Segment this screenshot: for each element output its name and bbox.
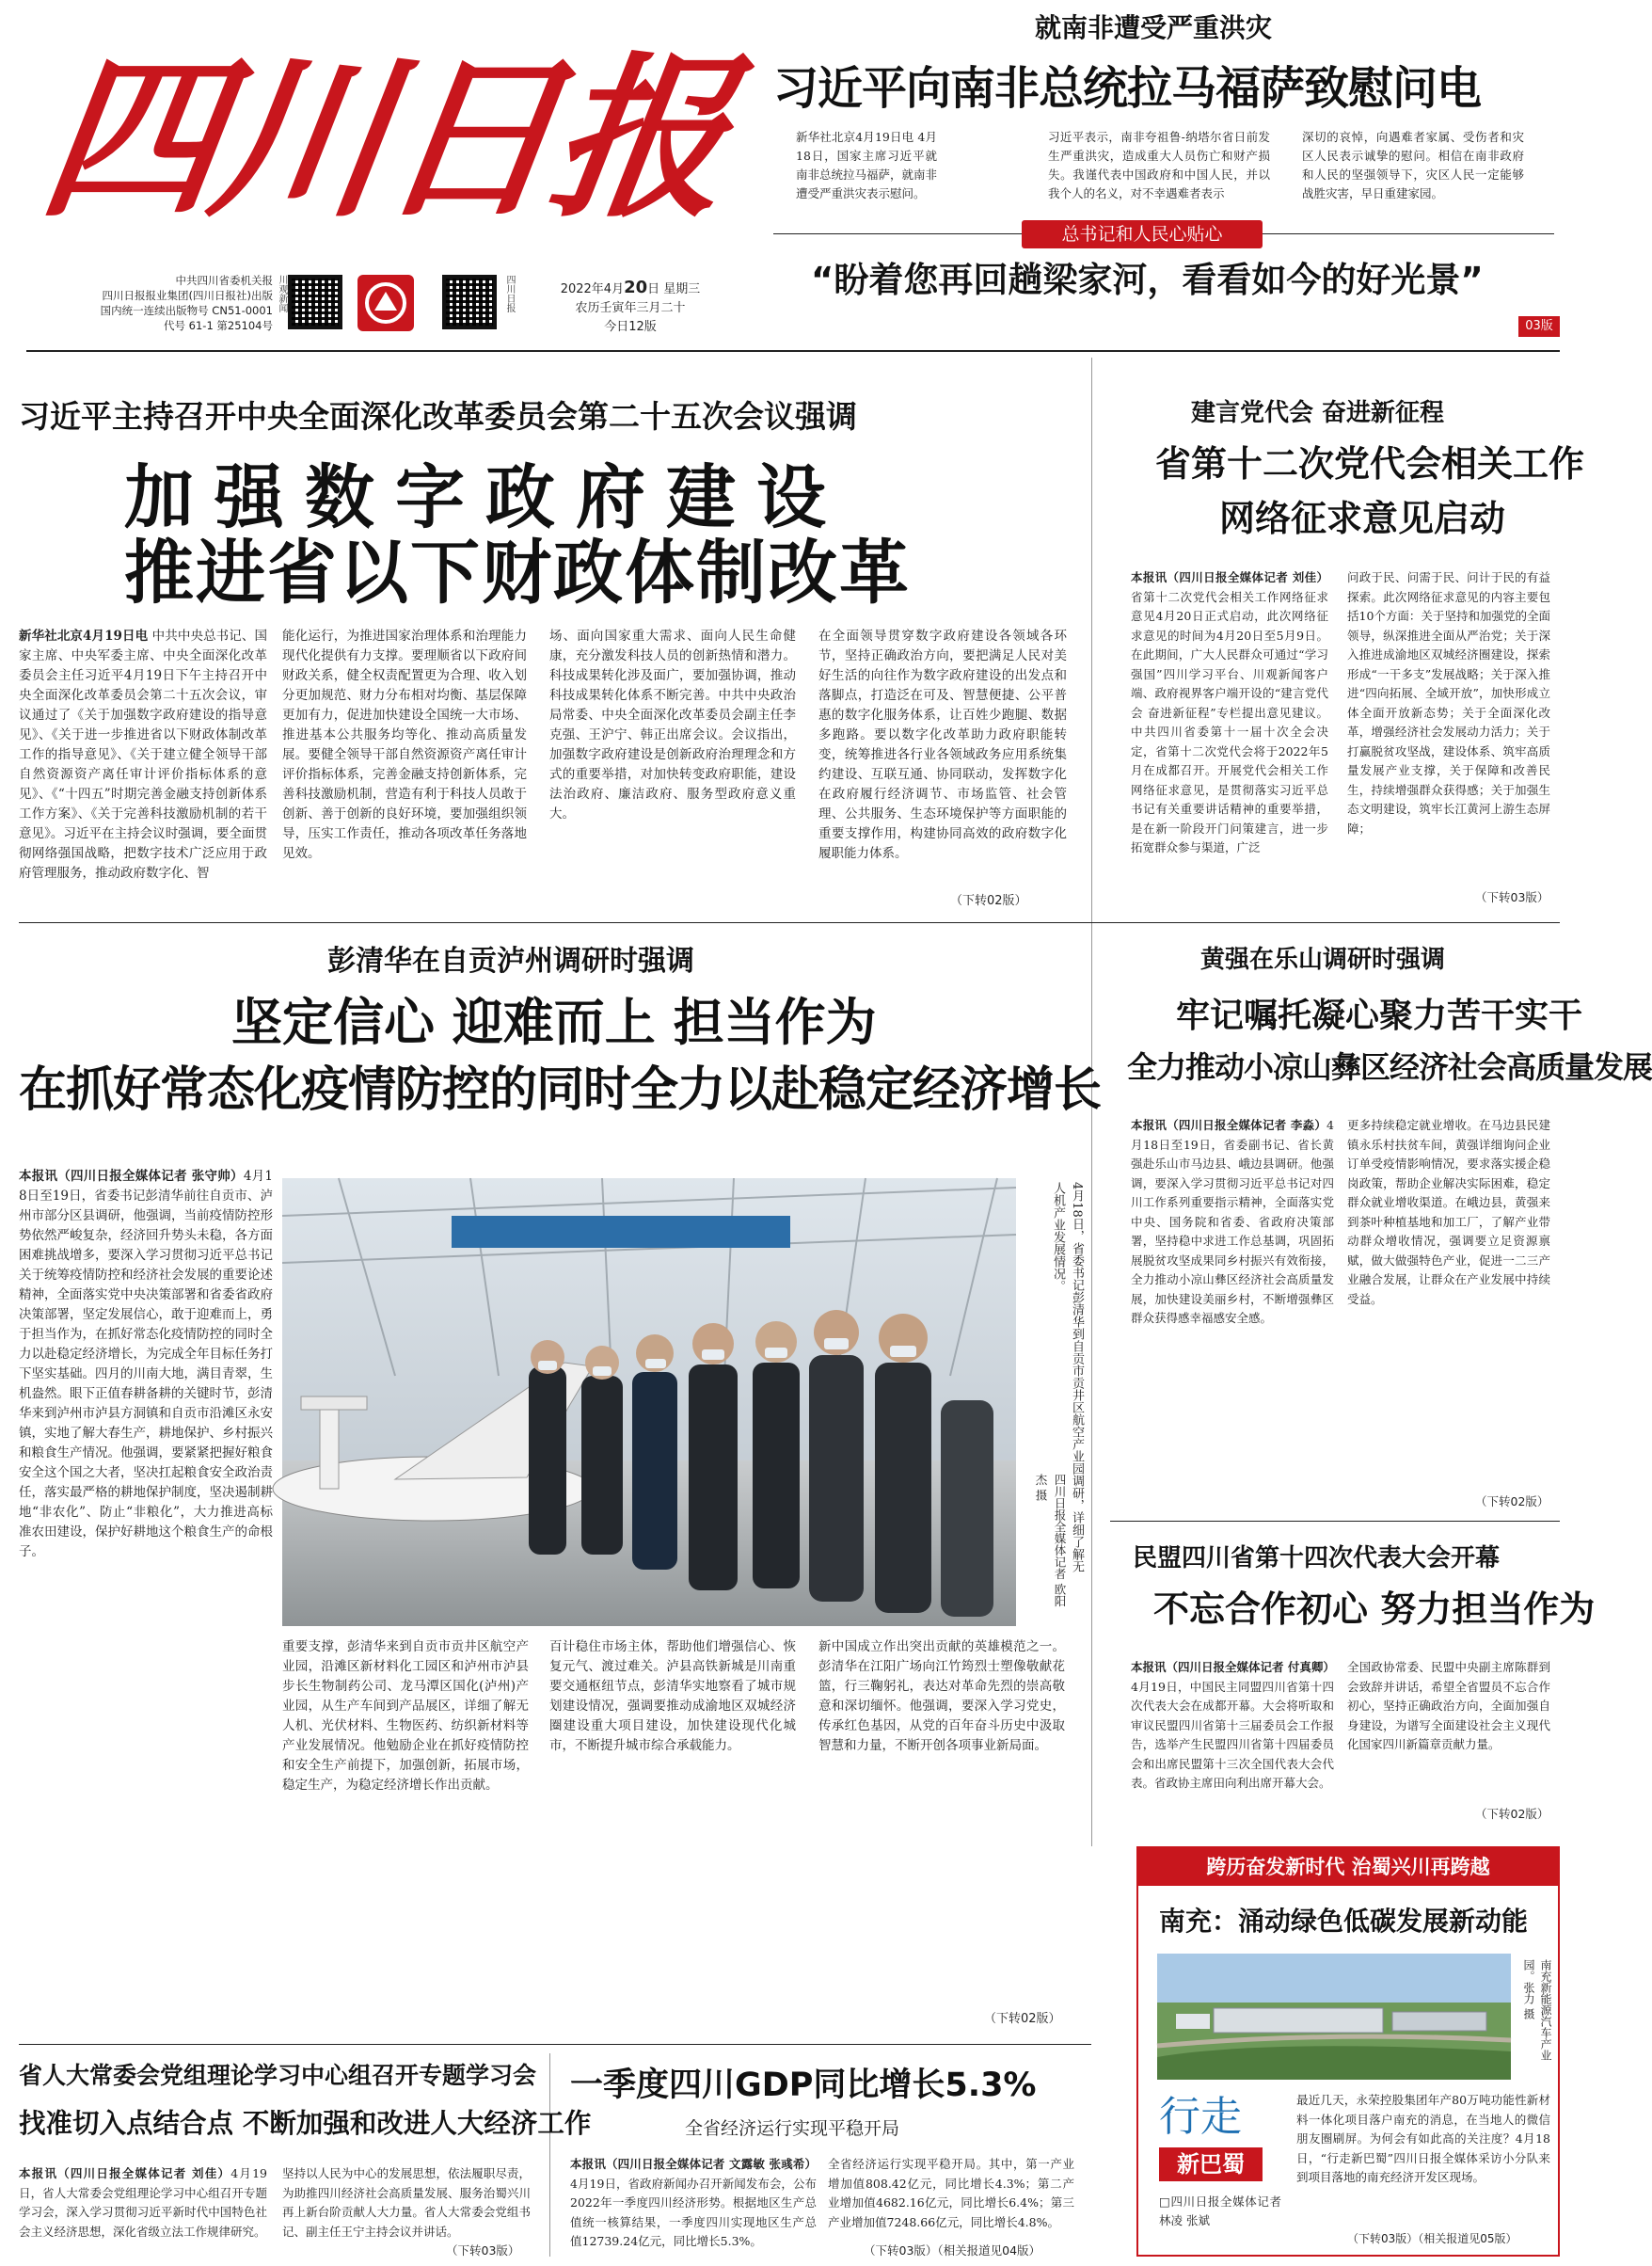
bottom-left-continued: （下转03版） bbox=[446, 2243, 520, 2258]
lead-continued: （下转02版） bbox=[950, 894, 1027, 908]
bottom-mid-col2: 全省经济运行实现平稳开局。其中，第一产业增加值808.42亿元，同比增长4.3%；第二产业增加值4682.16亿元，同比增长6.4%；第三产业增加值7248.66亿元，同比增长4.8%。 bbox=[828, 2157, 1074, 2229]
industrial-park-photo-icon bbox=[1157, 1954, 1511, 2080]
bottom-left-col1: 本报讯（四川日报全媒体记者 刘佳）4月19日，省人大常委会党组理论学习中心组召开专题学习会，深入学习贯彻习近平新时代中国特色社会主义经济思想，深化省级立法工作规律研究。 bbox=[19, 2166, 267, 2239]
issue-date: 2022年4月20日 星期三 农历壬寅年三月二十 今日12版 bbox=[560, 278, 701, 334]
bottom-left-headline: 找准切入点结合点 不断加强和改进人大经济工作 bbox=[19, 2108, 592, 2139]
rule bbox=[19, 2044, 1091, 2045]
rule bbox=[19, 922, 1560, 923]
qr-code-icon bbox=[288, 275, 342, 329]
photo-caption: 4月18日，省委书记彭清华到自贡市贡井区航空产业园调研，详细了解无人机产业发展情况。 bbox=[1051, 1182, 1084, 1572]
feature-brand-box bbox=[1159, 2147, 1263, 2181]
right3-kicker: 民盟四川省第十四次代表大会开幕 bbox=[1133, 1544, 1501, 1572]
feature-text: 最近几天，永荣控股集团年产80万吨功能性新材料一体化项目落户南充的消息，在当地人的微信朋友圈刷屏。为何会有如此高的关注度？4月18日，“行走新巴蜀”四川日报全媒体采访小分队来到项目落地的南充经济开发区现场。 bbox=[1296, 2093, 1550, 2184]
bottom-mid-continued: （下转03版）（相关报道见04版） bbox=[864, 2243, 1041, 2258]
right3-col2: 全国政协常委、民盟中央副主席陈群到会致辞并讲话，希望全省盟员不忘合作初心，坚持正确政治方向，全面加强自身建设，为谱写全面建设社会主义现代化国家四川新篇章贡献力量。 bbox=[1347, 1660, 1550, 1751]
page-tag: 03版 bbox=[1518, 316, 1560, 337]
bottom-mid-subhead: 全省经济运行实现平稳开局 bbox=[685, 2118, 900, 2139]
top-story-headline: 习近平向南非总统拉马福萨致慰问电 bbox=[773, 62, 1482, 115]
qr-label: 川观新闻 bbox=[277, 275, 287, 312]
top-story-col2: 习近平表示，南非夸祖鲁-纳塔尔省日前发生严重洪灾，造成重大人员伤亡和财产损失。我谨代表中国政府和中国人民，并以我个人的名义，对不幸遇难者表示 bbox=[1048, 130, 1270, 200]
right2-col2: 更多持续稳定就业增收。在马边县民建镇永乐村扶贫车间，黄强详细询问企业订单受疫情影响情况，要求落实援企稳岗政策，帮助企业解决实际困难，稳定群众就业增收渠道。在峨边县，黄强来到茶叶种植基地和加工厂，了解产业带动群众增收情况，强调要立足资源禀赋，做大做强特色产业，促进一二三产业融合发展，让群众在产业发展中持续受益。 bbox=[1347, 1118, 1550, 1306]
publisher-info: 中共四川省委机关报 四川日报报业集团(四川日报社)出版 国内统一连续出版物号 CN51-0001 代号 61-1 第25104号 bbox=[100, 274, 273, 332]
right3-col1: 本报讯（四川日报全媒体记者 付真卿）4月19日，中国民主同盟四川省第十四次代表大会在成都开幕。大会将听取和审议民盟四川省第十三届委员会工作报告，选举产生民盟四川省第十四届委员会和出席民盟第十三次全国代表大会代表。省政协主席田向利出席开幕大会。 bbox=[1131, 1660, 1335, 1790]
right1-continued: （下转03版） bbox=[1475, 890, 1549, 904]
middle-headline-2: 在抓好常态化疫情防控的同时全力以赴稳定经济增长 bbox=[19, 1062, 1102, 1118]
right2-col1: 本报讯（四川日报全媒体记者 李淼）4月18日至19日，省委副书记、省长黄强赴乐山市马边县、峨边县调研。他强调，要深入学习贯彻习近平总书记对四川工作系列重要指示精神，全面落实党中央、国务院和省委、省政府决策部署，坚持稳中求进工作总基调，巩固拓展脱贫攻坚成果同乡村振兴有效衔接，全力推动小凉山彝区经济社会高质量发展，加快建设美丽乡村，不断增强彝区群众获得感幸福感安全感。 bbox=[1131, 1118, 1334, 1325]
top-story-col3: 深切的哀悼，向遇难者家属、受伤者和灾区人民表示诚挚的慰问。相信在南非政府和人民的坚强领导下，灾区人民一定能够战胜灾害，早日重建家园。 bbox=[1302, 130, 1524, 200]
photo-credit: 四川日报全媒体记者 欧阳杰 摄 bbox=[1034, 1474, 1067, 1607]
feature-caption: 南充新能源汽车产业园。张力 摄 bbox=[1522, 1959, 1552, 2061]
masthead bbox=[0, 0, 753, 350]
feature-headline: 南充：涌动绿色低碳发展新动能 bbox=[1159, 1906, 1529, 1937]
right1-kicker: 建言党代会 奋进新征程 bbox=[1191, 399, 1445, 427]
middle-col1: 本报讯（四川日报全媒体记者 张守帅）4月18日至19日，省委书记彭清华前往自贡市、泸州市部分区县调研，他强调，当前疫情防控形势依然严峻复杂，经济回升势头未稳，各方面困难挑战增多，要深入学习贯彻习近平总书记关于统筹疫情防控和经济社会发展的重要论述精神，全面落实党中央决策部署和省委省政府决策部署，坚定发展信心，敢于迎难而上，勇于担当作为，在抓好常态化疫情防控的同时全力以赴稳定经济增长，为完成全年目标任务打下坚实基础。四月的川南大地，满目青翠，生机盎然。眼下正值春耕备耕的关键时节，彭清华来到泸州市泸县方洞镇和自贡市沿滩区永安镇，实地了解大春生产，耕地保护、乡村振兴和粮食生产情况。他强调，要紧紧把握好粮食安全这个国之大者，坚决扛起粮食安全政治责任，落实最严格的耕地保护制度，坚决遏制耕地“非农化”、防止“非粮化”，大力推进高标准农田建设，保护好耕地这个粮食生产的命根子。 bbox=[19, 1169, 274, 1559]
right1-col1: 本报讯（四川日报全媒体记者 刘佳）省第十二次党代会相关工作网络征求意见4月20日正式启动，此次网络征求意见的时间为4月20日至5月9日。在此期间，广大人民群众可通过“学习强国”四川学习平台、川观新闻客户端、政府视界客户端开设的“建言党代会 奋进新征程”专栏提出意见建议。中共四川省委第十一届十次全会决定，省第十二次党代会将于2022年5月在成都召开。开展党代会相关工作网络征求意见，是贯彻落实习近平总书记有关重要讲话精神的重要举措，是在新一阶段开门问策建言，进一步拓宽群众参与渠道，广泛 bbox=[1131, 570, 1328, 854]
middle-kicker: 彭清华在自贡泸州调研时强调 bbox=[327, 945, 694, 978]
feature-box bbox=[1136, 1846, 1560, 2257]
lead-kicker: 习近平主持召开中央全面深化改革委员会第二十五次会议强调 bbox=[19, 398, 857, 435]
right1-col2: 问政于民、问需于民、问计于民的有益探索。此次网络征求意见的内容主要包括10个方面：关于坚持和加强党的全面领导，纵深推进全面从严治党；关于深入推进成渝地区双城经济圈建设，探索形成“一干多支”发展战略；关于深入推进“四向拓展、全域开放”，加快形成立体全面开放新态势；关于全面深化改革，增强经济社会发展动力活力；关于打赢脱贫攻坚战，建设体系、筑牢高质量发展产业支撑，关于保障和改善民生，持续增强群众获得感；关于加强生态文明建设，筑牢长江黄河上游生态屏障； bbox=[1347, 570, 1550, 836]
news-photo bbox=[282, 1178, 1016, 1626]
hangar-photo-icon bbox=[282, 1178, 1016, 1626]
feature-continued: （下转03版）（相关报道见05版） bbox=[1347, 2232, 1517, 2245]
quote-headline: “盼着您再回趟梁家河，看看如今的好光景” bbox=[811, 260, 1484, 300]
qr-label: 四川日报 bbox=[504, 275, 515, 312]
lead-headline-1: 加强数字政府建设 bbox=[124, 457, 847, 538]
feature-label: 跨历奋发新时代 治蜀兴川再跨越 bbox=[1206, 1856, 1490, 1878]
masthead-title: 四川日报 bbox=[30, 37, 738, 241]
feature-brand: 新巴蜀 bbox=[1177, 2151, 1245, 2178]
rule bbox=[26, 350, 1560, 352]
banner bbox=[1022, 220, 1263, 248]
right2-headline-1: 牢记嘱托凝心聚力苦干实干 bbox=[1176, 997, 1583, 1035]
middle-col3: 百计稳住市场主体，帮助他们增强信心、恢复元气、渡过难关。泸县高铁新城是川南重要交通枢纽节点，彭清华实地察看了城市规划建设情况，强调要推动成渝地区双城经济圈建设重大项目建设，加快建设现代化城市，不断提升城市综合承载能力。 bbox=[549, 1639, 796, 1753]
bottom-left-col2: 坚持以人民为中心的发展思想，依法履职尽责，为助推四川经济社会高质量发展、服务治蜀兴川再上新台阶贡献人大力量。省人大常委会党组书记、副主任王宁主持会议并讲话。 bbox=[282, 2166, 531, 2239]
lead-col4: 在全面领导贯穿数字政府建设各领域各环节，坚持正确政治方向，要把满足人民对美好生活的向往作为数字政府建设的出发点和落脚点，打造泛在可及、智慧便捷、公平普惠的数字化服务体系，让百姓少跑腿、数据多跑路。要以数字化改革助力政府职能转变，统筹推进各行业各领域政务应用系统集约建设、互联互通、协同联动，发挥数字化在政府履行经济调节、市场监管、社会管理、公共服务、生态环境保护等方面职能的重要支撑作用，构建协同高效的政府数字化履职能力体系。 bbox=[818, 629, 1067, 861]
right3-headline: 不忘合作初心 努力担当作为 bbox=[1153, 1588, 1596, 1630]
feature-byline: □四川日报全媒体记者 林凌 张斌 bbox=[1159, 2194, 1281, 2227]
feature-label-bar bbox=[1138, 1848, 1558, 1886]
middle-col2: 重要支撑，彭清华来到自贡市贡井区航空产业园，沿滩区新材料化工园区和泸州市泸县步长生物制药公司、龙马潭区国化(泸州)产业园，从生产车间到产品展区，详细了解无人机、光伏材料、生物医药、纺织新材料等产业发展情况。他勉励企业在抓好疫情防控和安全生产前提下，加强创新，拓展市场，稳定生产，为稳定经济增长作出贡献。 bbox=[282, 1639, 529, 1793]
right2-kicker: 黄强在乐山调研时强调 bbox=[1200, 946, 1446, 974]
logo-icon bbox=[357, 275, 414, 331]
right1-headline-1: 省第十二次党代会相关工作 bbox=[1155, 443, 1585, 485]
qr-code-icon bbox=[442, 275, 497, 329]
rule bbox=[1110, 1521, 1560, 1522]
divider bbox=[549, 2053, 550, 2257]
top-story-col1: 新华社北京4月19日电 4月18日，国家主席习近平就南非总统拉马福萨，就南非遭受严重洪灾表示慰问。 bbox=[796, 130, 938, 200]
bottom-mid-headline: 一季度四川GDP同比增长5.3% bbox=[570, 2067, 1037, 2104]
feature-photo bbox=[1157, 1954, 1511, 2080]
middle-continued: （下转02版） bbox=[984, 2012, 1061, 2026]
bottom-mid-col1: 本报讯（四川日报全媒体记者 文露敏 张彧希）4月19日，省政府新闻办召开新闻发布会，公布2022年一季度四川经济形势。根据地区生产总值统一核算结果，一季度四川实现地区生产总值12739.24亿元，同比增长5.3%。 bbox=[570, 2157, 817, 2248]
right3-continued: （下转02版） bbox=[1475, 1807, 1549, 1821]
banner-label: 总书记和人民心贴心 bbox=[1061, 224, 1223, 245]
lead-col1: 新华社北京4月19日电 中共中央总书记、国家主席、中央军委主席、中央全面深化改革委员会主任习近平4月19日下午主持召开中央全面深化改革委员会第二十五次会议，审议通过了《关于加强数字政府建设的指导意见》、《关于进一步推进省以下财政体制改革工作的指导意见》、《关于建立健全领导干部自然资源资产离任审计评价指标体系的意见》、《“十四五”时期完善金融支持创新体系工作方案》、《关于完善科技激励机制的若干意见》。习近平在主持会议时强调，要全面贯彻网络强国战略，把数字技术广泛应用于政府管理服务，推动政府数字化、智 bbox=[19, 629, 268, 881]
middle-headline-1: 坚定信心 迎难而上 担当作为 bbox=[231, 993, 877, 1052]
middle-col4: 新中国成立作出突出贡献的英雄模范之一。彭清华在江阳广场向江竹筠烈士塑像敬献花篮，行三鞠躬礼，表达对革命先烈的崇高敬意和深切缅怀。他强调，要深入学习党史，传承红色基因，从党的百年奋斗历史中汲取智慧和力量，不断开创各项事业新局面。 bbox=[818, 1639, 1065, 1753]
right2-headline-2: 全力推动小凉山彝区经济社会高质量发展 bbox=[1127, 1049, 1652, 1085]
bottom-left-kicker: 省人大常委会党组理论学习中心组召开专题学习会 bbox=[19, 2062, 537, 2089]
right1-headline-2: 网络征求意见启动 bbox=[1219, 498, 1506, 539]
right2-continued: （下转02版） bbox=[1475, 1494, 1549, 1508]
top-story-kicker: 就南非遭受严重洪灾 bbox=[1035, 12, 1273, 43]
feature-walk: 行走 bbox=[1159, 2093, 1242, 2141]
lead-col2: 能化运行，为推进国家治理体系和治理能力现代化提供有力支撑。要理顺省以下政府间财政关系，健全权责配置更为合理、收入划分更加规范、财力分布相对均衡、基层保障更加有力，促进加快建设全国统一大市场、推进基本公共服务均等化、推动高质量发展。要健全领导干部自然资源资产离任审计评价指标体系，完善金融支持创新体系，完善科技激励机制，营造有利于科技人员敢于创新、善于创新的良好环境，要加强组织领导，压实工作责任，推动各项改革任务落地见效。 bbox=[282, 629, 527, 861]
lead-headline-2: 推进省以下财政体制改革 bbox=[124, 533, 911, 614]
lead-col3: 场、面向国家重大需求、面向人民生命健康，充分激发科技人员的创新热情和潜力。科技成果转化涉及面广，要加强协调，推动科技成果转化体系不断完善。中共中央政治局常委、中央全面深化改革委员会副主任李克强、王沪宁、韩正出席会议。会议指出，加强数字政府建设是创新政府治理理念和方式的重要举措，对加快转变政府职能，建设法治政府、廉洁政府、服务型政府意义重大。 bbox=[549, 629, 796, 822]
